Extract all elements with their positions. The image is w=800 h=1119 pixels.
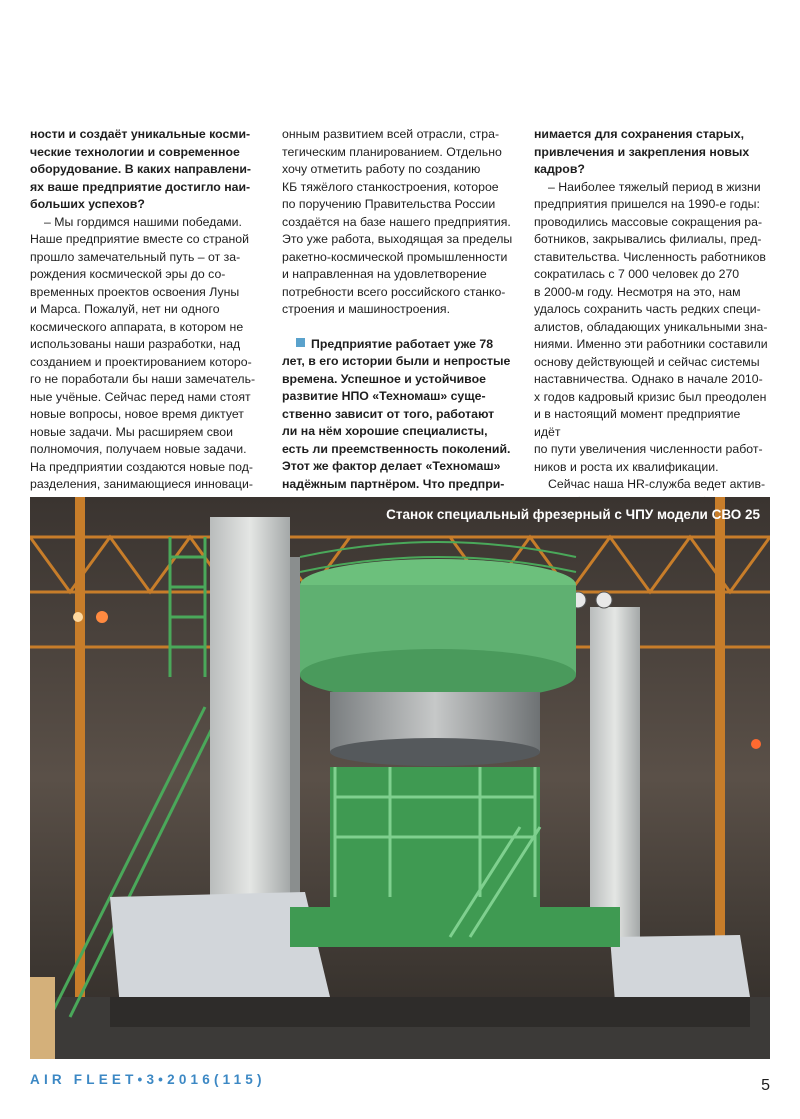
text-line: ракетно-космической промышленности <box>282 249 508 264</box>
article-column-3 <box>534 126 770 511</box>
article-column-2 <box>282 126 518 493</box>
question-line: привлечения и закрепления новых <box>534 144 750 159</box>
question-line: нимается для сохранения старых, <box>534 127 744 141</box>
text-line: создаётся на базе нашего предприятия. <box>282 214 511 229</box>
question-line: надёжным партнёром. Что предпри- <box>282 476 505 491</box>
text-line: по поручению Правительства России <box>282 197 496 211</box>
text-line: ников и роста их квалификации. <box>534 459 719 474</box>
text-line: и направленная на удовлетворение <box>282 267 487 281</box>
lamp <box>73 612 83 622</box>
text-line: – Наиболее тяжелый период в жизни <box>548 179 761 194</box>
question-line: оборудование. В каких направлени- <box>30 162 251 176</box>
question-line: Этот же фактор делает «Техномаш» <box>282 459 501 473</box>
text-line: проводились массовые сокращения ра- <box>534 214 763 229</box>
article-column-1 <box>30 126 266 494</box>
text-line: сократилась с 7 000 человек до 270 <box>534 267 740 281</box>
square-bullet-icon <box>296 338 305 347</box>
text-line: потребности всего российского станко- <box>282 284 506 299</box>
text-line: тегическим планированием. Отдельно <box>282 144 502 159</box>
text-line: КБ тяжёлого станкостроения, которое <box>282 179 499 194</box>
text-line: основу действующей и сейчас системы <box>534 354 760 369</box>
question-line: ственно зависит от того, работают <box>282 406 495 421</box>
text-line: созданием и проектированием которо- <box>30 354 252 369</box>
text-line: новые задачи. Мы расширяем свои <box>30 424 233 439</box>
text-line: На предприятии создаются новые под- <box>30 459 253 474</box>
text-line: Наше предприятие вместе со страной <box>30 232 249 246</box>
text-line: хочу отметить работу по созданию <box>282 162 481 176</box>
text-line: ниями. Именно эти работники составили <box>534 337 768 351</box>
question-line <box>282 336 518 354</box>
question-line: ях ваше предприятие достигло наи- <box>30 179 251 194</box>
text-line: ставительства. Численность работников <box>534 249 766 264</box>
question-line: кадров? <box>534 162 585 176</box>
magazine-brand: AIR FLEET•3•2016(115) <box>30 1072 266 1087</box>
text-line: новые вопросы, новое время диктует <box>30 407 244 421</box>
text-line: временных проектов освоения Луны <box>30 284 240 299</box>
paragraph-gap <box>282 319 518 336</box>
text-line: предприятия пришелся на 1990-е годы: <box>534 197 760 211</box>
photo-caption: Станок специальный фрезерный с ЧПУ модели СВО 25 <box>386 507 760 522</box>
machine-photo <box>30 497 770 1059</box>
text-line: го не поработали бы наши замечатель- <box>30 372 256 386</box>
text-line: рождения космической эры до со- <box>30 267 226 281</box>
text-line: и в настоящий момент предприятие идёт <box>534 407 741 439</box>
text-line: – Мы гордимся нашими победами. <box>44 214 242 229</box>
text-line: Это уже работа, выходящая за пределы <box>282 232 513 246</box>
question-line: ческие технологии и современное <box>30 144 240 159</box>
question-line: лет, в его истории были и непростые <box>282 354 511 368</box>
lamp <box>751 739 761 749</box>
question-line: ности и создаёт уникальные косми- <box>30 127 251 141</box>
right-column <box>590 607 640 947</box>
text-line: Сейчас наша HR-служба ведет актив- <box>548 477 766 491</box>
text-line: полномочия, получаем новые задачи. <box>30 442 247 456</box>
crate <box>30 977 55 1059</box>
question-line: ли на нём хорошие специалисты, <box>282 424 488 438</box>
right-base <box>610 935 750 1002</box>
question-line: есть ли преемственность поколений. <box>282 441 511 456</box>
page-number: 5 <box>761 1077 770 1094</box>
question-line: больших успехов? <box>30 197 145 211</box>
text-line: х годов кадровый кризис был преодолен <box>534 389 767 404</box>
text-line: строения и машиностроения. <box>282 302 451 316</box>
question-line: времена. Успешное и устойчивое <box>282 371 486 386</box>
question-text: Предприятие работает уже 78 <box>311 336 494 351</box>
text-line: алистов, обладающих уникальными зна- <box>534 319 768 334</box>
text-line: удалось сохранить часть редких специ- <box>534 302 761 316</box>
text-line: космического аппарата, в котором не <box>30 319 244 334</box>
machine-illustration <box>30 497 770 1059</box>
gauge-icon <box>596 592 612 608</box>
left-column <box>210 517 290 917</box>
text-line: по пути увеличения численности работ- <box>534 442 763 456</box>
text-line: ные учёные. Сейчас перед нами стоят <box>30 389 251 404</box>
text-line: онным развитием всей отрасли, стра- <box>282 127 500 141</box>
text-line: в 2000-м году. Несмотря на это, нам <box>534 284 741 299</box>
text-line: использованы наши разработки, над <box>30 337 241 351</box>
text-line: ботников, закрывались филиалы, пред- <box>534 232 762 246</box>
text-line: прошло замечательный путь – от за- <box>30 249 241 264</box>
plinth <box>110 997 750 1027</box>
question-line: развитие НПО «Техномаш» суще- <box>282 389 486 403</box>
text-line: наставничества. Однако в начале 2010- <box>534 372 763 386</box>
text-line: и Марса. Пожалуй, нет ни одного <box>30 302 220 316</box>
text-line: разделения, занимающиеся инноваци- <box>30 477 253 491</box>
lamp <box>96 611 108 623</box>
